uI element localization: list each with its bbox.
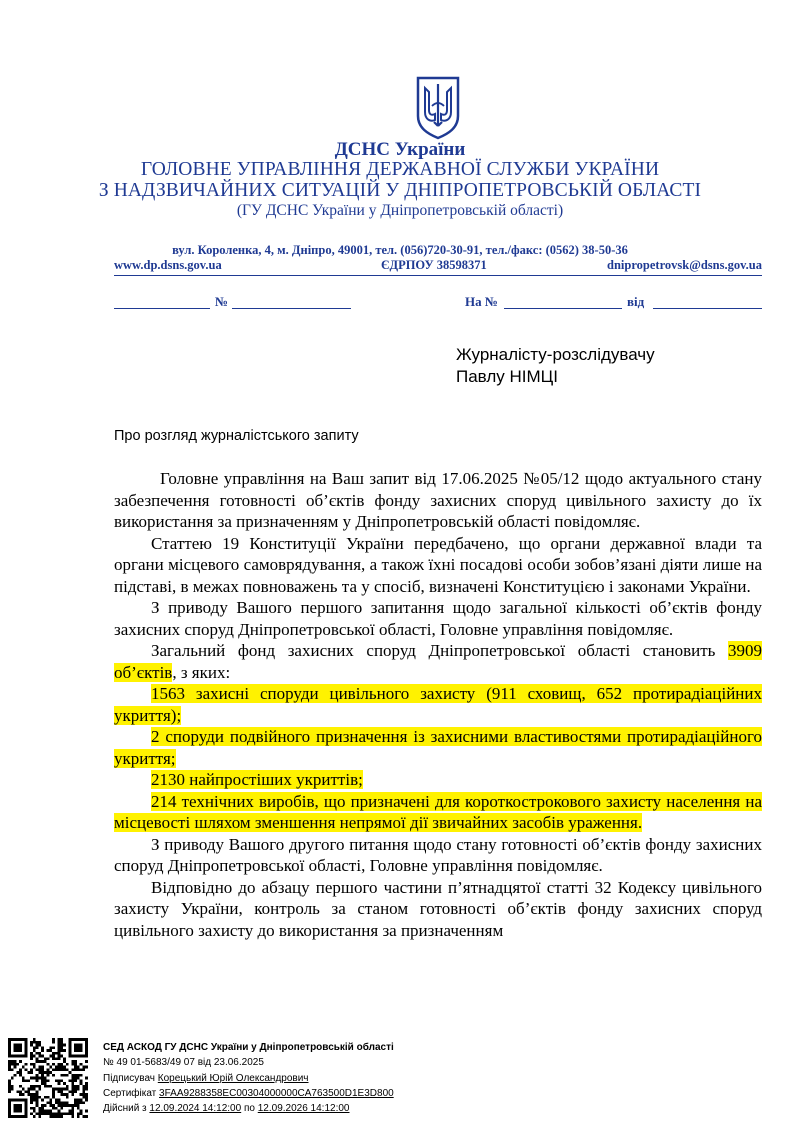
- body-paragraph: З приводу Вашого першого запитання щодо загальної кількості об’єктів фонду захисних споруд Дніпропетровської області, Головне управління повідомляє.: [114, 598, 762, 639]
- highlighted-item: 2 споруди подвійного призначення із захисними властивостями протирадіаційного укриття;: [114, 727, 762, 768]
- stamp-cert-row: [103, 1086, 394, 1101]
- highlighted-item: 214 технічних виробів, що призначені для короткострокового захисту населення на місцевості шляхом зменшення непрямої дії звичайних засобів ураження.: [114, 791, 762, 832]
- stamp-signer-row: [103, 1071, 394, 1086]
- stamp-reg-number: № 49 01-5683/49 07 від 23.06.2025: [103, 1057, 264, 1069]
- body-paragraph: З приводу Вашого другого питання щодо стану готовності об’єктів фонду захисних споруд Дніпропетровської області, Головне управління повідомляє.: [114, 834, 762, 875]
- cert-label: Сертифікат: [103, 1087, 157, 1099]
- recipient-name: Павлу НІМЦІ: [456, 367, 558, 386]
- fund-total-suffix: , з яких:: [172, 662, 231, 682]
- org-abbreviation: (ГУ ДСНС України у Дніпропетровській області): [236, 202, 564, 219]
- recipient-block: [456, 344, 655, 388]
- highlighted-item: 2130 найпростіших укриттів;: [151, 770, 363, 789]
- incoming-number-label: На №: [465, 294, 498, 309]
- list-item: [114, 791, 762, 834]
- email-link[interactable]: dnipropetrovsk@dsns.gov.ua: [607, 258, 762, 272]
- org-address: вул. Короленка, 4, м. Дніпро, 49001, тел. (056)720-30-91, тел./факс: (0562) 38-50-36: [172, 243, 628, 257]
- outgoing-number-label: №: [215, 294, 229, 309]
- org-short-name: ДСНС України: [334, 139, 466, 160]
- highlighted-item: 1563 захисні споруди цивільного захисту (911 сховищ, 652 протирадіаційних укриття);: [114, 684, 762, 725]
- signer-label: Підписувач: [103, 1072, 155, 1084]
- body-paragraph: Статтею 19 Конституції України передбачено, що органи державної влади та органи місцевого самоврядування, а також їхні посадові особи зобов’язані діяти лише на підставі, в межах повноважень та у спосіб, визначені Конституцією і законами України.: [114, 533, 762, 596]
- letter-subject: Про розгляд журналістського запиту: [114, 428, 359, 444]
- valid-to-label: по: [243, 1103, 255, 1115]
- valid-to: 12.09.2026 14:12:00: [257, 1103, 350, 1115]
- recipient-title: Журналісту-розслідувачу: [456, 345, 655, 364]
- body-paragraph: Головне управління на Ваш запит від 17.06.2025 №05/12 щодо актуального стану забезпечення готовності об’єктів фонду захисних споруд цивільного захисту до їх використання за призначенням у Дніпропетровській області повідомляє.: [114, 469, 762, 531]
- website-link[interactable]: www.dp.dsns.gov.ua: [114, 258, 222, 272]
- body-paragraph: [114, 640, 762, 683]
- valid-from: 12.09.2024 14:12:00: [149, 1103, 242, 1115]
- e-signature-stamp: [103, 1040, 394, 1116]
- header-divider: [114, 275, 762, 276]
- cert-serial: 3FAA9288358EC00304000000CA763500D1E3D800: [159, 1087, 394, 1099]
- trident-coat-of-arms-icon: [415, 76, 461, 140]
- incoming-date-label: від: [627, 294, 645, 309]
- list-item: [114, 726, 762, 769]
- fund-total-text: Загальний фонд захисних споруд Дніпропетровської області становить: [151, 641, 728, 660]
- org-name-line2: З НАДЗВИЧАЙНИХ СИТУАЦІЙ У ДНІПРОПЕТРОВСЬКІЙ ОБЛАСТІ: [98, 180, 702, 201]
- valid-from-label: Дійсний з: [103, 1103, 147, 1115]
- list-item: [114, 769, 762, 791]
- body-paragraph: Відповідно до абзацу першого частини п’ятнадцятої статті 32 Кодексу цивільного захисту України, контроль за станом готовності об’єктів фонду захисних споруд цивільного захисту до використання за призначенням: [114, 877, 762, 940]
- outgoing-date-field: [114, 294, 210, 309]
- org-name-line1: ГОЛОВНЕ УПРАВЛІННЯ ДЕРЖАВНОЇ СЛУЖБИ УКРАЇНИ: [140, 159, 660, 180]
- stamp-system: СЕД АСКОД ГУ ДСНС України у Дніпропетровській області: [103, 1042, 394, 1053]
- incoming-number-field: [504, 294, 622, 309]
- signer-name: Корецький Юрій Олександрович: [157, 1072, 309, 1084]
- edrpou-code: ЄДРПОУ 38598371: [381, 258, 487, 272]
- qr-code-icon: [8, 1038, 88, 1118]
- incoming-date-field: [653, 294, 762, 309]
- letter-body: [114, 468, 762, 941]
- highlighted-total: 3909 об’єктів: [114, 641, 762, 682]
- stamp-validity-row: [103, 1101, 394, 1116]
- outgoing-number-field: [232, 294, 351, 309]
- list-item: [114, 683, 762, 726]
